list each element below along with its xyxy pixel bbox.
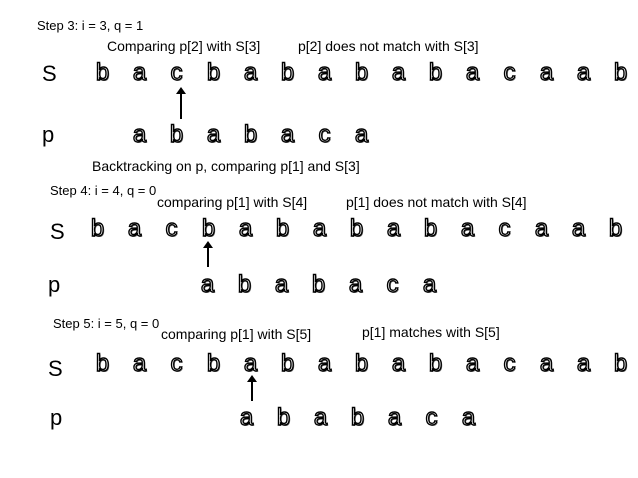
step4-pattern-char: a [200, 271, 215, 298]
step5-text-sequence [84, 350, 638, 378]
step5-s-label: S [48, 356, 63, 381]
step4-text-char: b [90, 215, 105, 242]
step5-text-char: c [170, 350, 183, 377]
step4-pattern-char: c [386, 271, 399, 298]
step5-text-char: a [317, 350, 332, 377]
step5-text-char: a [539, 350, 554, 377]
step4-text-sequence [79, 215, 634, 243]
step4-pattern-char: b [237, 271, 252, 298]
step3-text-sequence [84, 59, 638, 87]
step3-s-label: S [42, 61, 57, 86]
step5-pattern-char: a [387, 404, 402, 431]
step5-text-char: b [95, 350, 110, 377]
step3-text-char: a [465, 59, 480, 86]
step3-result-text: p[2] does not match with S[3] [298, 38, 479, 54]
step3-p-label: p [42, 122, 55, 147]
step5-text-char: b [354, 350, 369, 377]
step3-pattern-char: a [132, 121, 147, 148]
step4-title: Step 4: i = 4, q = 0 [50, 183, 157, 198]
step4-text-char: a [312, 215, 327, 242]
step3-pattern-char: a [206, 121, 221, 148]
step3-compare-text: Comparing p[2] with S[3] [107, 38, 261, 54]
step3-pattern-char: a [280, 121, 295, 148]
step3-text-char: b [280, 59, 295, 86]
step4-text-char: a [534, 215, 549, 242]
step4-s-label: S [50, 219, 65, 244]
step3-text-char: b [613, 59, 628, 86]
step5-pattern-char: b [350, 404, 365, 431]
step5-title: Step 5: i = 5, q = 0 [53, 316, 160, 331]
step4-text-char: a [127, 215, 142, 242]
step4-pointer-arrow [207, 247, 209, 267]
step3-text-char: a [576, 59, 591, 86]
step3-pattern-char: c [318, 121, 331, 148]
step3-pattern-char: b [169, 121, 184, 148]
step3-text-char: c [503, 59, 516, 86]
step4-text-char: a [571, 215, 586, 242]
step4-pattern-char: a [274, 271, 289, 298]
step5-text-char: a [391, 350, 406, 377]
step4-text-char: a [386, 215, 401, 242]
step3-pointer-arrow [180, 93, 182, 119]
step5-pattern-char: a [313, 404, 328, 431]
step5-compare-text: comparing p[1] with S[5] [161, 326, 312, 342]
step3-pattern-char: b [243, 121, 258, 148]
step5-pattern-sequence [228, 404, 487, 432]
step3-text-char: b [95, 59, 110, 86]
step5-text-char: b [206, 350, 221, 377]
step4-pattern-char: a [348, 271, 363, 298]
step4-text-char: b [608, 215, 623, 242]
step5-pattern-char: b [276, 404, 291, 431]
step4-text-char: b [423, 215, 438, 242]
step4-text-char: a [460, 215, 475, 242]
step3-text-char: a [539, 59, 554, 86]
step5-p-label: p [50, 405, 63, 430]
step3-title: Step 3: i = 3, q = 1 [37, 18, 144, 33]
step3-pattern-char: a [354, 121, 369, 148]
step4-pattern-sequence [189, 271, 448, 299]
step4-text-char: a [238, 215, 253, 242]
step5-pattern-char: a [461, 404, 476, 431]
step5-pattern-char: a [239, 404, 254, 431]
step3-text-char: a [243, 59, 258, 86]
step3-text-char: c [170, 59, 183, 86]
step5-text-char: a [576, 350, 591, 377]
step3-text-char: a [317, 59, 332, 86]
step4-p-label: p [48, 272, 61, 297]
step3-text-char: a [132, 59, 147, 86]
step5-text-char: a [132, 350, 147, 377]
step4-text-char: b [349, 215, 364, 242]
step4-result-text: p[1] does not match with S[4] [346, 194, 527, 210]
step5-pattern-char: c [425, 404, 438, 431]
step4-compare-text: comparing p[1] with S[4] [157, 194, 308, 210]
step3-text-char: a [391, 59, 406, 86]
step3-text-char: b [206, 59, 221, 86]
step3-text-char: b [428, 59, 443, 86]
step5-pointer-arrow [251, 381, 253, 401]
step5-text-char: b [280, 350, 295, 377]
step4-text-char: c [165, 215, 178, 242]
step5-text-char: a [243, 350, 258, 377]
step3-text-char: b [354, 59, 369, 86]
step5-text-char: a [465, 350, 480, 377]
step4-pattern-char: a [422, 271, 437, 298]
step4-text-char: c [498, 215, 511, 242]
step5-result-text: p[1] matches with S[5] [362, 324, 500, 340]
step5-text-char: c [503, 350, 516, 377]
step3-pattern-sequence [121, 121, 380, 149]
step3-backtrack-text: Backtracking on p, comparing p[1] and S[3] [92, 158, 360, 174]
step4-text-char: b [201, 215, 216, 242]
step5-text-char: b [428, 350, 443, 377]
step4-pattern-char: b [311, 271, 326, 298]
step4-text-char: b [275, 215, 290, 242]
step5-text-char: b [613, 350, 628, 377]
